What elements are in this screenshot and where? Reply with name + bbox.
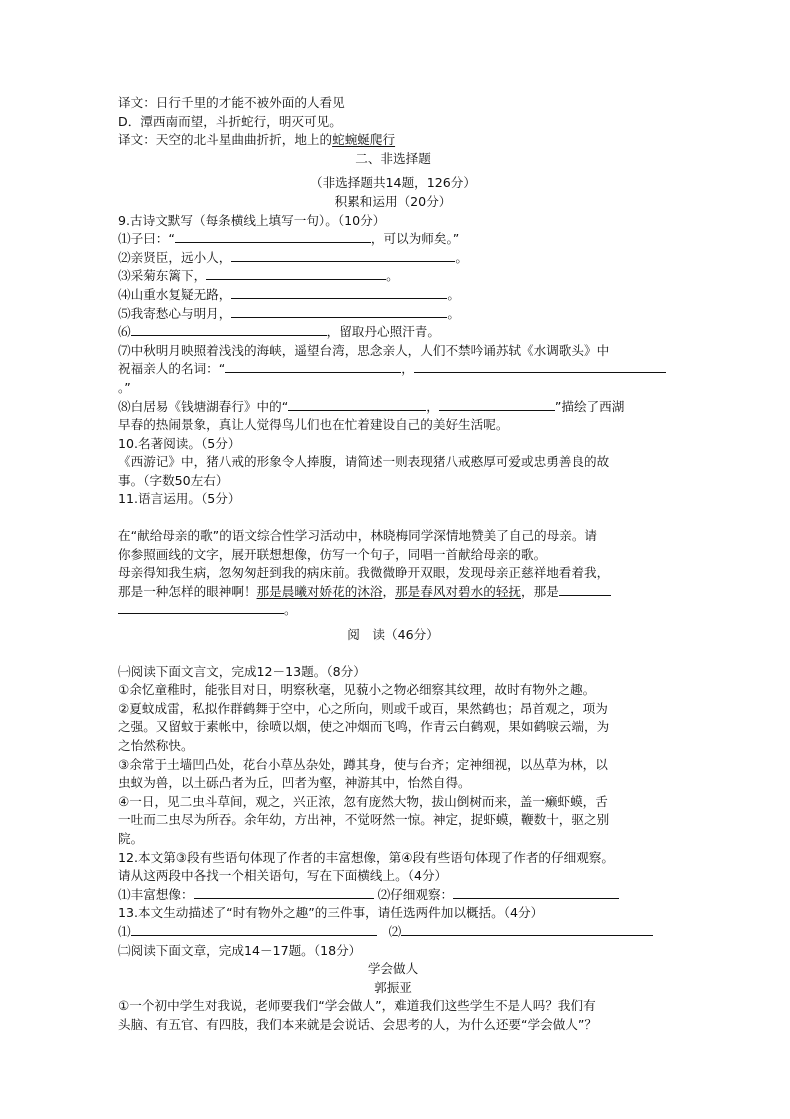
passage-paragraph: 之强。又留蚊于素帐中，徐喷以烟，使之冲烟而飞鸣，作青云白鹤观，果如鹤唳云端，为 [118,719,610,735]
q9-item-4: ⑷山重水复疑无路， 。 [118,286,460,302]
answer-blank[interactable] [559,583,611,596]
answer-blank[interactable] [175,230,371,243]
q9-item-2: ⑵亲贤臣，远小人， 。 [118,249,468,265]
answer-blank[interactable] [288,398,426,411]
essay-paragraph: 头脑、有五官、有四肢，我们本来就是会说话、会思考的人，为什么还要“学会做人”？ [118,1016,598,1032]
q9-item-7-end: 。” [118,379,131,395]
q10-text: 事。（字数50左右） [118,472,229,488]
essay-paragraph: ①一个初中学生对我说，老师要我们“学会做人”，难道我们这些学生不是人吗？我们有 [118,998,596,1014]
exam-page [118,94,668,1035]
answer-blank[interactable] [231,286,447,299]
passage-paragraph: ④一日，见二虫斗草间，观之，兴正浓，忽有庞然大物，拔山倒树而来，盖一癞虾蟆，舌 [118,793,608,809]
answer-blank[interactable] [206,267,386,280]
section-subtitle: （非选择题共14题，126分） [309,175,476,191]
q11-stem: 11.语言运用。（5分） [118,491,241,507]
underlined-phrase: 那是晨曦对娇花的沐浴 [256,583,383,599]
answer-blank[interactable] [118,601,284,614]
q12-answers: ⑴丰富想像： ⑵仔细观察： [118,886,668,905]
answer-blank[interactable] [231,249,455,262]
q9-item-3: ⑶采菊东篱下， 。 [118,268,399,284]
option-d: D．潭西南而望，斗折蛇行，明灭可见。 [118,113,342,129]
passage-paragraph: 之怡然称快。 [118,738,194,753]
q13-answers: ⑴ ⑵ [118,923,668,942]
translation-d: 译文：天空的北斗星曲曲折折，地上的蛇蜿蜒爬行 [118,132,396,148]
passage-paragraph: ②夏蚊成雷，私拟作群鹤舞于空中，心之所向，则或千或百，果然鹤也；昂首观之，项为 [118,700,608,716]
essay-title: 学会做人 [367,961,419,977]
answer-blank[interactable] [131,923,377,936]
underlined-phrase: 那是春风对碧水的轻抚 [395,583,521,599]
q9-item-7-blanks: 祝福亲人的名词：“ ， [118,360,668,379]
section-title: 二、非选择题 [355,150,431,166]
translation-c: 译文：日行千里的才能不被外面的人看见 [118,95,345,110]
q13-text: 13.本文生动描述了“时有物外之趣”的三件事，请任选两件加以概括。（4分） [118,905,544,921]
passage2-stem: ㈡阅读下面文章，完成14－17题。（18分） [118,942,362,958]
q11-text: 母亲得知我生病，忽匆匆赶到我的病床前。我微微睁开双眼，发现母亲正慈祥地看着我， [118,565,610,581]
q11-answer: 。 [118,601,668,620]
passage-paragraph: 院。 [118,830,144,846]
answer-blank[interactable] [231,305,447,318]
answer-blank[interactable] [194,886,374,899]
answer-blank[interactable] [453,886,619,899]
q12-text: 12.本文第③段有些语句体现了作者的丰富想像，第④段有些语句体现了作者的仔细观察。 [118,849,614,865]
q9-item-8-cont: 早春的热闹景象，真让人觉得鸟儿们也在忙着建设自己的美好生活呢。 [118,417,509,433]
q9-item-1: ⑴子曰：“ ，可以为师矣。” [118,231,460,247]
part-title: 积累和运用（20分） [334,193,452,209]
passage-paragraph: ①余忆童稚时，能张目对日，明察秋毫，见藐小之物必细察其纹理，故时有物外之趣。 [118,682,596,698]
q11-text: 你参照画线的文字，展开联想想像，仿写一个句子，同唱一首献给母亲的歌。 [118,546,547,562]
q10-text: 《西游记》中，猪八戒的形象令人捧腹，请简述一则表现猪八戒憨厚可爱或忠勇善良的故 [118,454,610,470]
q9-item-6: ⑹ ，留取丹心照汗青。 [118,324,440,340]
answer-blank[interactable] [131,323,327,336]
reading-title: 阅 读（46分） [347,627,439,643]
essay-author: 郭振亚 [374,979,412,995]
answer-blank[interactable] [225,360,401,373]
q9-item-7: ⑺中秋明月映照着浅浅的海峡，遥望台湾，思念亲人，人们不禁吟诵苏轼《水调歌头》中 [118,342,610,358]
underlined-phrase: 蛇蜿蜒爬行 [332,132,396,148]
answer-blank[interactable] [439,398,555,411]
answer-blank[interactable] [401,923,653,936]
q9-item-5: ⑸我寄愁心与明月， 。 [118,305,460,321]
q9-stem: 9.古诗文默写（每条横线上填写一句）。（10分） [118,212,386,228]
passage-paragraph: ③余常于土墙凹凸处，花台小草丛杂处，蹲其身，使与台齐；定神细视，以丛草为林，以 [118,756,608,772]
q10-stem: 10.名著阅读。（5分） [118,435,241,451]
q9-item-8: ⑻白居易《钱塘湖春行》中的“ ， ”描绘了西湖 [118,398,625,414]
q12-text: 请从这两段中各找一个相关语句，写在下面横线上。（4分） [118,868,448,884]
passage-paragraph: 一吐而二虫尽为所吞。余年幼，方出神，不觉呀然一惊。神定，捉虾蟆，鞭数十，驱之别 [118,812,610,828]
answer-blank[interactable] [414,360,666,373]
q11-model-sentence: 那是一种怎样的眼神啊！那是晨曦对娇花的沐浴，那是春风对碧水的轻抚，那是 [118,583,668,602]
q11-text: 在“献给母亲的歌”的语文综合性学习活动中，林晓梅同学深情地赞美了自己的母亲。请 [118,528,598,544]
passage1-stem: ㈠阅读下面文言文，完成12－13题。（8分） [118,663,366,679]
passage-paragraph: 虫蚁为兽，以土砾凸者为丘，凹者为壑，神游其中，怡然自得。 [118,775,471,791]
